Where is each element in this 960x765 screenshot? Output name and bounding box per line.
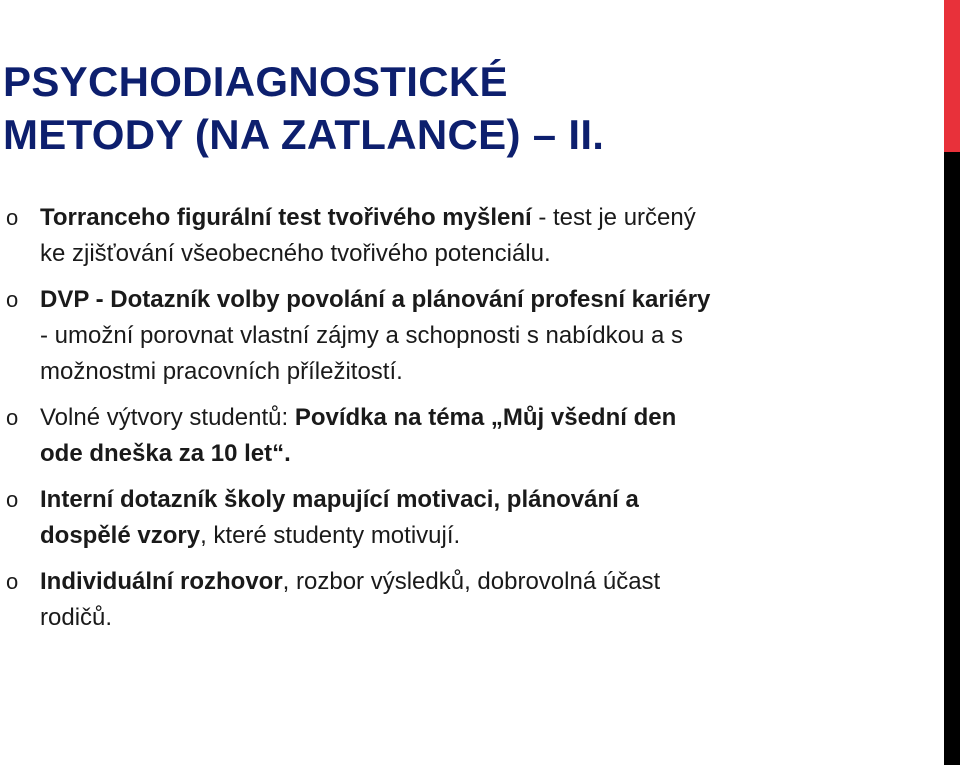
bullet-text-bold: Individuální rozhovor — [40, 568, 283, 595]
bullet-line — [40, 482, 930, 518]
bullet-marker-icon: o — [6, 205, 19, 230]
bullet-text: , které studenty motivují. — [200, 522, 461, 549]
bullet-text: ke zjišťování všeobecného tvořivého potenciálu. — [40, 240, 551, 267]
slide-title-line-1: PSYCHODIAGNOSTICKÉ — [3, 58, 508, 105]
bullet-text: - test je určený — [531, 204, 696, 231]
bullet-text: Volné výtvory studentů: — [40, 404, 295, 431]
bullet-text: , rozbor výsledků, dobrovolná účast — [282, 568, 661, 595]
slide-title-line-2: METODY (NA ZATLANCE) – II. — [3, 111, 605, 158]
side-accent-red — [944, 0, 960, 152]
bullet-text-bold: dospělé vzory — [40, 522, 201, 549]
bullet-item — [0, 400, 930, 472]
bullet-text-bold: DVP - Dotazník volby povolání a plánování profesní kariéry — [40, 286, 711, 313]
bullet-line — [40, 318, 930, 354]
bullet-marker-icon: o — [6, 287, 19, 312]
bullet-marker-icon: o — [6, 487, 19, 512]
bullet-line — [40, 200, 930, 236]
bullet-item — [0, 282, 930, 390]
bullet-text-bold: ode dneška za 10 let“. — [40, 440, 291, 467]
bullet-line — [40, 354, 930, 390]
slide-title — [3, 55, 903, 161]
bullet-line — [40, 600, 930, 636]
bullet-text-bold: Torranceho figurální test tvořivého myšlení — [40, 204, 532, 231]
bullet-line — [40, 282, 930, 318]
bullet-line — [40, 236, 930, 272]
bullet-line — [40, 564, 930, 600]
bullet-item — [0, 482, 930, 554]
bullet-text-bold: Interní dotazník školy mapující motivaci, plánování a — [40, 486, 639, 513]
bullet-text-bold: Povídka na téma „Můj všední den — [294, 404, 677, 431]
bullet-text: - umožní porovnat vlastní zájmy a schopnosti s nabídkou a s — [40, 322, 683, 349]
bullet-text: možnostmi pracovních příležitostí. — [40, 358, 403, 385]
side-accent-bar — [944, 0, 960, 765]
bullet-item — [0, 200, 930, 272]
bullet-line — [40, 436, 930, 472]
bullet-text: rodičů. — [40, 604, 113, 631]
bullet-line — [40, 518, 930, 554]
bullet-item — [0, 564, 930, 636]
bullet-list — [0, 200, 930, 636]
bullet-marker-icon: o — [6, 569, 19, 594]
bullet-line — [40, 400, 930, 436]
bullet-marker-icon: o — [6, 405, 19, 430]
side-accent-black — [944, 152, 960, 765]
